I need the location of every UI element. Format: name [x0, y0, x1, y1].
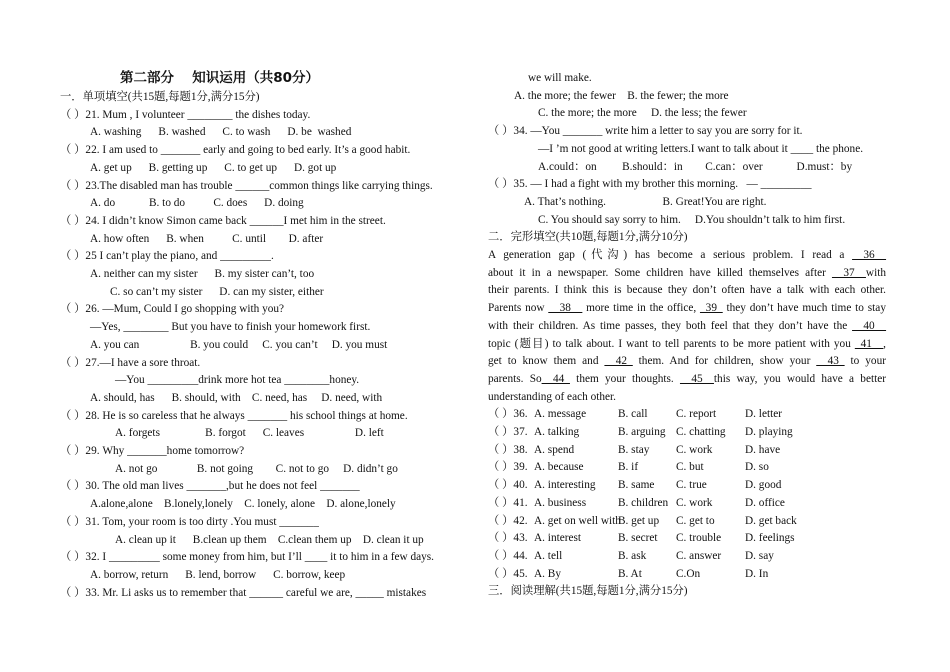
exam-line: we will make. — [528, 72, 592, 84]
exam-line: A. you can B. you could C. you can’t D. you must — [90, 338, 388, 351]
passage-line — [488, 354, 886, 368]
cloze-option-row — [488, 496, 888, 510]
cloze-option-row — [488, 514, 888, 528]
exam-line: A. the more; the fewer B. the fewer; the more — [514, 89, 729, 102]
question-number: （ ）43. — [488, 532, 528, 545]
exam-line: （ ）24. I didn’t know Simon came back ______I met him in the street. — [60, 214, 386, 227]
exam-line: —I ’m not good at writing letters.I want to talk about it ____ the phone. — [538, 142, 864, 155]
passage-text: them. And for children, show your — [632, 355, 817, 368]
passage-line — [488, 319, 886, 333]
exam-line: A. forgets B. forgot C. leaves D. left — [115, 427, 384, 440]
exam-line: —Yes, ________ But you have to finish your homework first. — [90, 321, 371, 334]
question-number: （ ）39. — [488, 461, 528, 474]
question-number: （ ）40. — [488, 479, 528, 492]
passage-line — [488, 372, 886, 386]
cloze-option-row — [488, 567, 888, 581]
option-text: D. In — [745, 567, 769, 580]
exam-line: A. That’s nothing. B. Great!You are right. — [524, 195, 767, 208]
passage-text: they don’t have much time to stay — [722, 302, 886, 315]
option-text: A. spend — [534, 443, 575, 456]
exam-line: （ ）21. Mum , I volunteer ________ the dishes today. — [60, 108, 311, 121]
passage-text: about it in a newspaper. Some children have killed themselves after — [488, 266, 833, 279]
blank-number: __40__ — [852, 319, 886, 332]
passage-text: this way, you would have a better — [713, 372, 887, 385]
exam-line: A. neither can my sister B. my sister can’t, too — [90, 268, 315, 280]
passage-text: their parents. I think this is because they don’t often have a talk with each other. — [488, 284, 886, 297]
exam-line: A. how often B. when C. until D. after — [90, 232, 324, 245]
question-number: （ ）36. — [488, 408, 528, 421]
blank-number: __38__ — [548, 302, 583, 315]
blank-number: __43_ — [816, 355, 845, 368]
exam-line: C. You should say sorry to him. D.You shouldn’t talk to him first. — [538, 213, 846, 226]
option-text: D. office — [745, 496, 785, 509]
option-text: C. but — [676, 461, 704, 474]
passage-text: with — [865, 266, 886, 279]
passage-text: Parents now — [488, 302, 549, 315]
option-text: D. feelings — [745, 532, 795, 545]
exam-line: （ ）23.The disabled man has trouble ______common things like carrying things. — [60, 179, 433, 192]
cloze-option-row — [488, 443, 888, 457]
exam-line: 一．单项填空(共15题,每题1分,满分15分) — [60, 91, 260, 103]
passage-text: topic (题目) to talk about. I want to tell parents to be more patient with you — [488, 337, 855, 350]
option-text: D. say — [745, 549, 774, 562]
cloze-option-row — [488, 531, 888, 545]
exam-line: （ ）32. I _________ some money from him, but I’ll ____ it to him in a few days. — [60, 551, 435, 564]
question-number: （ ）44. — [488, 549, 528, 562]
option-text: D. have — [745, 443, 781, 456]
exam-line: （ ）31. Tom, your room is too dirty .You must _______ — [60, 515, 319, 528]
exam-line: A.could：on B.should：in C.can：over D.must：by — [538, 160, 853, 173]
option-text: A. message — [534, 408, 587, 421]
exam-line: （ ）33. Mr. Li asks us to remember that ______ careful we are, _____ mistakes — [60, 586, 427, 599]
passage-line — [488, 283, 886, 297]
option-text: C. chatting — [676, 426, 726, 438]
exam-line: A. should, has B. should, with C. need, has D. need, with — [90, 391, 383, 404]
question-number: （ ）37. — [488, 426, 528, 438]
option-text: B. stay — [618, 443, 650, 456]
exam-line: —You _________drink more hot tea ________honey. — [115, 374, 360, 387]
exam-line: A. washing B. washed C. to wash D. be washed — [90, 126, 352, 139]
option-text: B. At — [618, 567, 642, 580]
exam-line: （ ）34. —You _______ write him a letter to say you are sorry for it. — [488, 125, 803, 138]
option-text: B. children — [618, 496, 669, 509]
option-text: A. By — [534, 567, 561, 580]
exam-line: （ ）27.—I have a sore throat. — [60, 356, 201, 369]
cloze-option-row — [488, 425, 888, 439]
cloze-option-row — [488, 549, 888, 563]
passage-text: , — [883, 337, 886, 350]
option-text: D. so — [745, 461, 769, 474]
blank-number: __44_ — [541, 372, 570, 385]
question-number: （ ）42. — [488, 514, 528, 527]
blank-number: __36__ — [852, 249, 886, 261]
exam-line: （ ）35. — I had a fight with my brother this morning. — _________ — [488, 178, 812, 191]
question-number: （ ）38. — [488, 443, 528, 456]
exam-line: A. not go B. not going C. not to go D. didn’t go — [115, 462, 398, 475]
option-text: B. arguing — [618, 426, 666, 438]
option-text: B. ask — [618, 549, 647, 562]
blank-number: __45__ — [680, 372, 714, 385]
option-text: B. secret — [618, 532, 658, 545]
option-text: D. get back — [745, 514, 797, 527]
option-text: C. get to — [676, 514, 715, 527]
passage-line — [488, 266, 886, 280]
exam-line: A. get up B. getting up C. to get up D. got up — [90, 161, 337, 174]
passage-text: get to know them and — [488, 355, 605, 368]
option-text: C. true — [676, 479, 707, 492]
option-text: A. interest — [534, 532, 582, 545]
passage-line — [488, 248, 886, 262]
passage-line — [488, 390, 886, 404]
option-text: C.On — [676, 567, 701, 580]
exam-line: A.alone,alone B.lonely,lonely C. lonely, alone D. alone,lonely — [90, 498, 396, 511]
exam-line: （ ）22. I am used to _______ early and going to bed early. It’s a good habit. — [60, 144, 411, 157]
option-text: A. talking — [534, 426, 580, 438]
passage-text: with their children. As time passes, they both feel that they don’t have the — [488, 319, 853, 332]
cloze-option-row — [488, 407, 888, 421]
option-text: D. letter — [745, 408, 783, 421]
passage-text: parents. So — [488, 372, 542, 385]
option-text: C. report — [676, 408, 717, 421]
option-text: C. work — [676, 496, 713, 509]
option-text: A. get on well with — [534, 514, 621, 527]
exam-line: （ ）30. The old man lives _______,but he does not feel _______ — [60, 480, 360, 493]
option-text: A. interesting — [534, 479, 596, 492]
passage-line — [488, 337, 886, 351]
passage-text: understanding of each other. — [488, 390, 616, 403]
passage-text: more time in the office, — [582, 302, 701, 315]
question-number: （ ）41. — [488, 496, 528, 509]
option-text: A. tell — [534, 549, 563, 562]
option-text: B. call — [618, 408, 648, 421]
option-text: C. answer — [676, 549, 722, 562]
option-text: D. good — [745, 479, 782, 492]
passage-line — [488, 301, 886, 315]
exam-line: A. do B. to do C. does D. doing — [90, 197, 304, 210]
exam-line: C. the more; the more D. the less; the fewer — [538, 107, 747, 120]
exam-line: C. so can’t my sister D. can my sister, either — [110, 285, 324, 298]
blank-number: __37__ — [832, 266, 866, 279]
exam-line: （ ）25 I can’t play the piano, and _________. — [60, 250, 274, 263]
option-text: C. work — [676, 443, 713, 456]
option-text: C. trouble — [676, 532, 722, 545]
blank-number: _39_ — [700, 302, 723, 315]
exam-line: （ ）28. He is so careless that he always _______ his school things at home. — [60, 409, 408, 422]
exam-line: A. clean up it B.clean up them C.clean them up D. clean it up — [115, 533, 424, 546]
section-title: 第二部分 知识运用（共80分） — [120, 70, 319, 86]
passage-text: A generation gap (代沟) has become a serious problem. I read a — [488, 249, 853, 261]
passage-text: to your — [844, 355, 886, 368]
option-text: B. get up — [618, 514, 660, 527]
option-text: B. if — [618, 461, 639, 474]
section-heading: 三．阅读理解(共15题,每题1分,满分15分) — [488, 585, 688, 598]
question-number: （ ）45. — [488, 567, 528, 580]
cloze-option-row — [488, 478, 888, 492]
option-text: B. same — [618, 479, 655, 492]
blank-number: __42_ — [604, 355, 633, 368]
blank-number: _41__ — [854, 337, 884, 350]
exam-line: （ ）29. Why _______home tomorrow? — [60, 445, 245, 457]
exam-line: A. borrow, return B. lend, borrow C. borrow, keep — [90, 568, 346, 581]
option-text: D. playing — [745, 426, 793, 438]
option-text: A. business — [534, 496, 587, 509]
passage-text: them your thoughts. — [569, 372, 681, 385]
option-text: A. because — [534, 461, 584, 474]
exam-line: （ ）26. —Mum, Could I go shopping with you? — [60, 303, 285, 316]
cloze-option-row — [488, 460, 888, 474]
exam-line: 二．完形填空(共10题,每题1分,满分10分) — [488, 231, 688, 244]
